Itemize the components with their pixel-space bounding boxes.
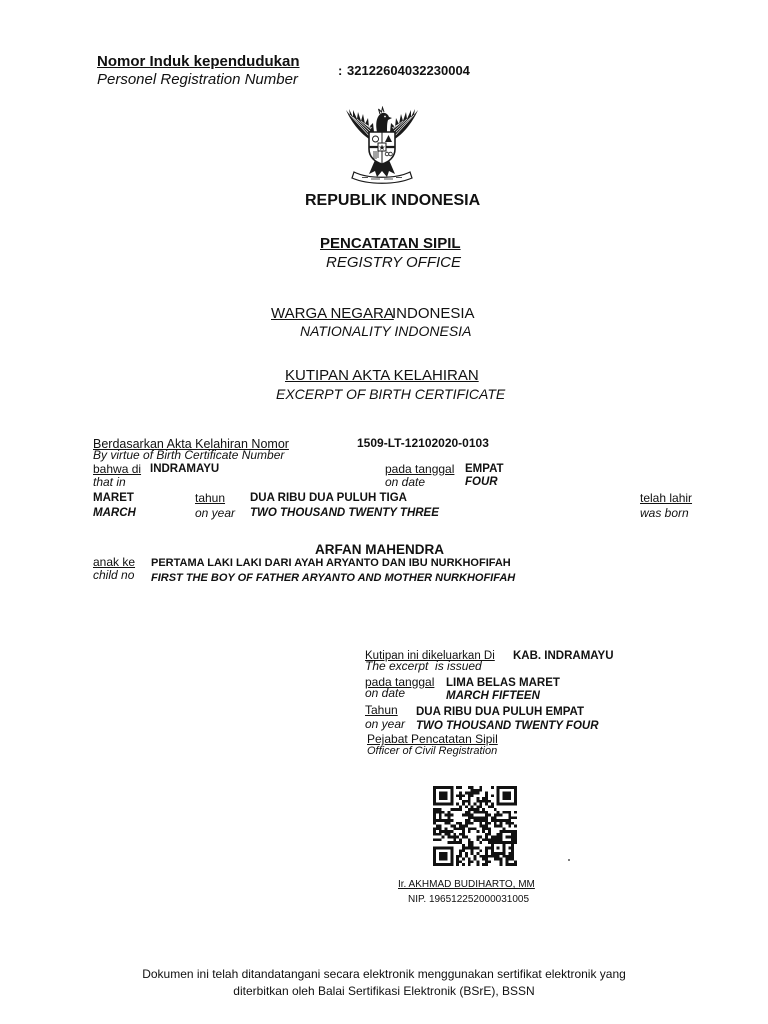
nik-label-en: Personel Registration Number [97,71,298,88]
birth-year-en: TWO THOUSAND TWENTY THREE [250,507,439,519]
birth-day: EMPAT [465,463,504,475]
signer-name: Ir. AKHMAD BUDIHARTO, MM [398,879,535,890]
birth-year: DUA RIBU DUA PULUH TIGA [250,492,407,504]
qr-code-icon [433,786,517,866]
issue-place-label-en: The excerpt is issued [365,659,482,673]
nik-separator: : [338,63,343,78]
officer-label-en: Officer of Civil Registration [367,745,498,757]
birth-place-label: bahwa di [93,462,142,476]
certificate-number-label-en: By virtue of Birth Certificate Number [93,448,285,462]
child-name: ARFAN MAHENDRA [315,542,444,557]
born-label: telah lahir [640,491,693,505]
issue-year-label: Tahun [365,703,398,717]
issue-place-label: Kutipan ini dikeluarkan Di [365,650,495,662]
footer-line-2: diterbitkan oleh Balai Sertifikasi Elektronik (BSrE), BSSN [233,984,535,998]
nik-label: Nomor Induk kependudukan [97,53,300,70]
birth-year-label: tahun [195,491,226,505]
document-title: KUTIPAN AKTA KELAHIRAN [285,367,479,384]
child-order-en: FIRST THE BOY OF FATHER ARYANTO AND MOTHER NURKHOFIFAH [151,572,516,584]
issue-date-label-en: on date [365,686,406,700]
office-title: PENCATATAN SIPIL [320,235,461,252]
officer-label: Pejabat Pencatatan Sipil [367,732,498,746]
birth-place-label-en: that in [93,475,126,489]
birth-month: MARET [93,492,134,504]
birth-year-label-en: on year [195,506,236,520]
birth-place: INDRAMAYU [150,463,220,475]
footer-line-1: Dokumen ini telah ditandatangani secara elektronik menggunakan sertifikat elektronik yang [142,967,626,981]
issue-date-en: MARCH FIFTEEN [446,690,540,702]
birth-date-label: pada tanggal [385,462,455,476]
birth-month-en: MARCH [93,507,136,519]
nationality-value: INDONESIA [392,305,475,322]
issue-date-label: pada tanggal [365,675,435,689]
born-label-en: was born [640,506,689,520]
nationality-label: WARGA NEGARA [271,305,394,322]
certificate-number-label: Berdasarkan Akta Kelahiran Nomor [93,437,289,451]
issue-year-label-en: on year [365,717,406,731]
birth-day-en: FOUR [465,476,498,488]
mark-dot [568,859,570,861]
issue-date: LIMA BELAS MARET [446,677,560,689]
garuda-pancasila-emblem-icon [340,106,424,186]
country-title: REPUBLIK INDONESIA [305,192,481,209]
signer-nip: NIP. 196512252000031005 [408,894,530,905]
issue-year-en: TWO THOUSAND TWENTY FOUR [416,720,599,732]
issue-year: DUA RIBU DUA PULUH EMPAT [416,706,585,718]
certificate-number: 1509-LT-12102020-0103 [357,436,489,450]
child-order: PERTAMA LAKI LAKI DARI AYAH ARYANTO DAN IBU NURKHOFIFAH [151,557,511,569]
nationality-en: NATIONALITY INDONESIA [300,323,472,339]
birth-date-label-en: on date [385,475,426,489]
document-title-en: EXCERPT OF BIRTH CERTIFICATE [276,386,506,402]
issue-place: KAB. INDRAMAYU [513,650,614,662]
nik-value: 32122604032230004 [347,63,470,78]
child-no-label: anak ke [93,555,136,569]
child-no-label-en: child no [93,568,135,582]
office-title-en: REGISTRY OFFICE [326,254,462,271]
